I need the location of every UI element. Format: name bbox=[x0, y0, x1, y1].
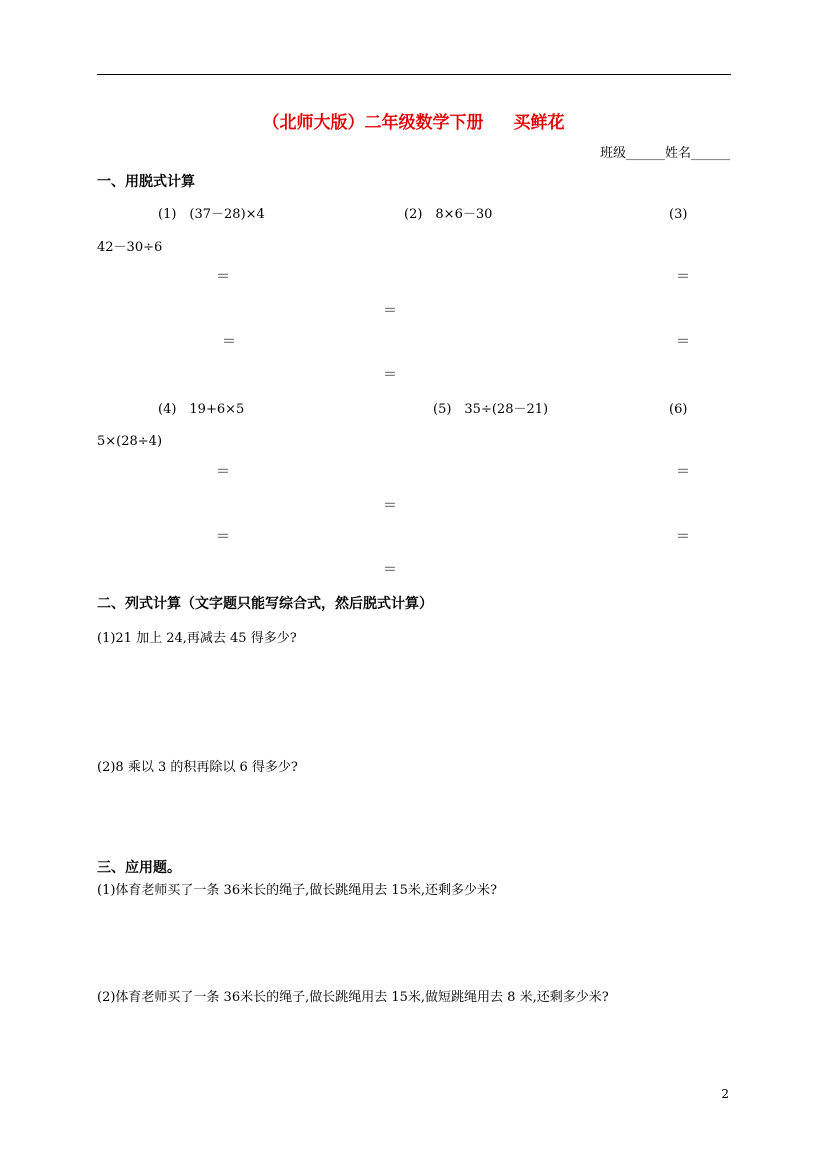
section3-question-2: (2)体育老师买了一条 36米长的绳子,做长跳绳用去 15米,做短跳绳用去 8 米,还剩多少米? bbox=[97, 990, 609, 1005]
equals-sign: ＝ bbox=[676, 529, 690, 545]
equals-sign: ＝ bbox=[383, 562, 397, 578]
equals-sign: ＝ bbox=[222, 334, 236, 350]
problem-3-number: (3) bbox=[669, 207, 688, 222]
equals-sign: ＝ bbox=[216, 269, 230, 285]
title-part2: 买鲜花 bbox=[513, 113, 565, 133]
equals-sign: ＝ bbox=[676, 334, 690, 350]
equals-sign: ＝ bbox=[383, 498, 397, 514]
section1-heading: 一、用脱式计算 bbox=[97, 174, 195, 190]
problem-6-expression: 5×(28÷4) bbox=[97, 434, 163, 449]
equals-sign: ＝ bbox=[676, 464, 690, 480]
title-part1: （北师大版）二年级数学下册 bbox=[262, 113, 484, 133]
class-name-line: 班级______姓名______ bbox=[599, 146, 730, 161]
page-title bbox=[0, 115, 827, 132]
problem-6-number: (6) bbox=[669, 402, 688, 417]
equals-sign: ＝ bbox=[216, 464, 230, 480]
section2-heading: 二、列式计算（文字题只能写综合式，然后脱式计算） bbox=[97, 596, 433, 612]
problem-1: (1) (37－28)×4 bbox=[158, 207, 265, 222]
equals-sign: ＝ bbox=[383, 367, 397, 383]
header-rule bbox=[97, 74, 731, 75]
section3-question-1: (1)体育老师买了一条 36米长的绳子,做长跳绳用去 15米,还剩多少米? bbox=[97, 883, 497, 898]
section2-question-2: (2)8 乘以 3 的积再除以 6 得多少? bbox=[97, 760, 298, 775]
page-number: 2 bbox=[721, 1087, 729, 1101]
problem-4: (4) 19+6×5 bbox=[158, 402, 245, 417]
equals-sign: ＝ bbox=[383, 303, 397, 319]
equals-sign: ＝ bbox=[216, 529, 230, 545]
section2-question-1: (1)21 加上 24,再减去 45 得多少? bbox=[97, 631, 297, 646]
problem-5: (5) 35÷(28－21) bbox=[433, 402, 549, 417]
problem-3-expression: 42－30÷6 bbox=[97, 240, 163, 255]
problem-2: (2) 8×6－30 bbox=[404, 207, 493, 222]
equals-sign: ＝ bbox=[676, 269, 690, 285]
section3-heading: 三、应用题。 bbox=[97, 860, 181, 876]
